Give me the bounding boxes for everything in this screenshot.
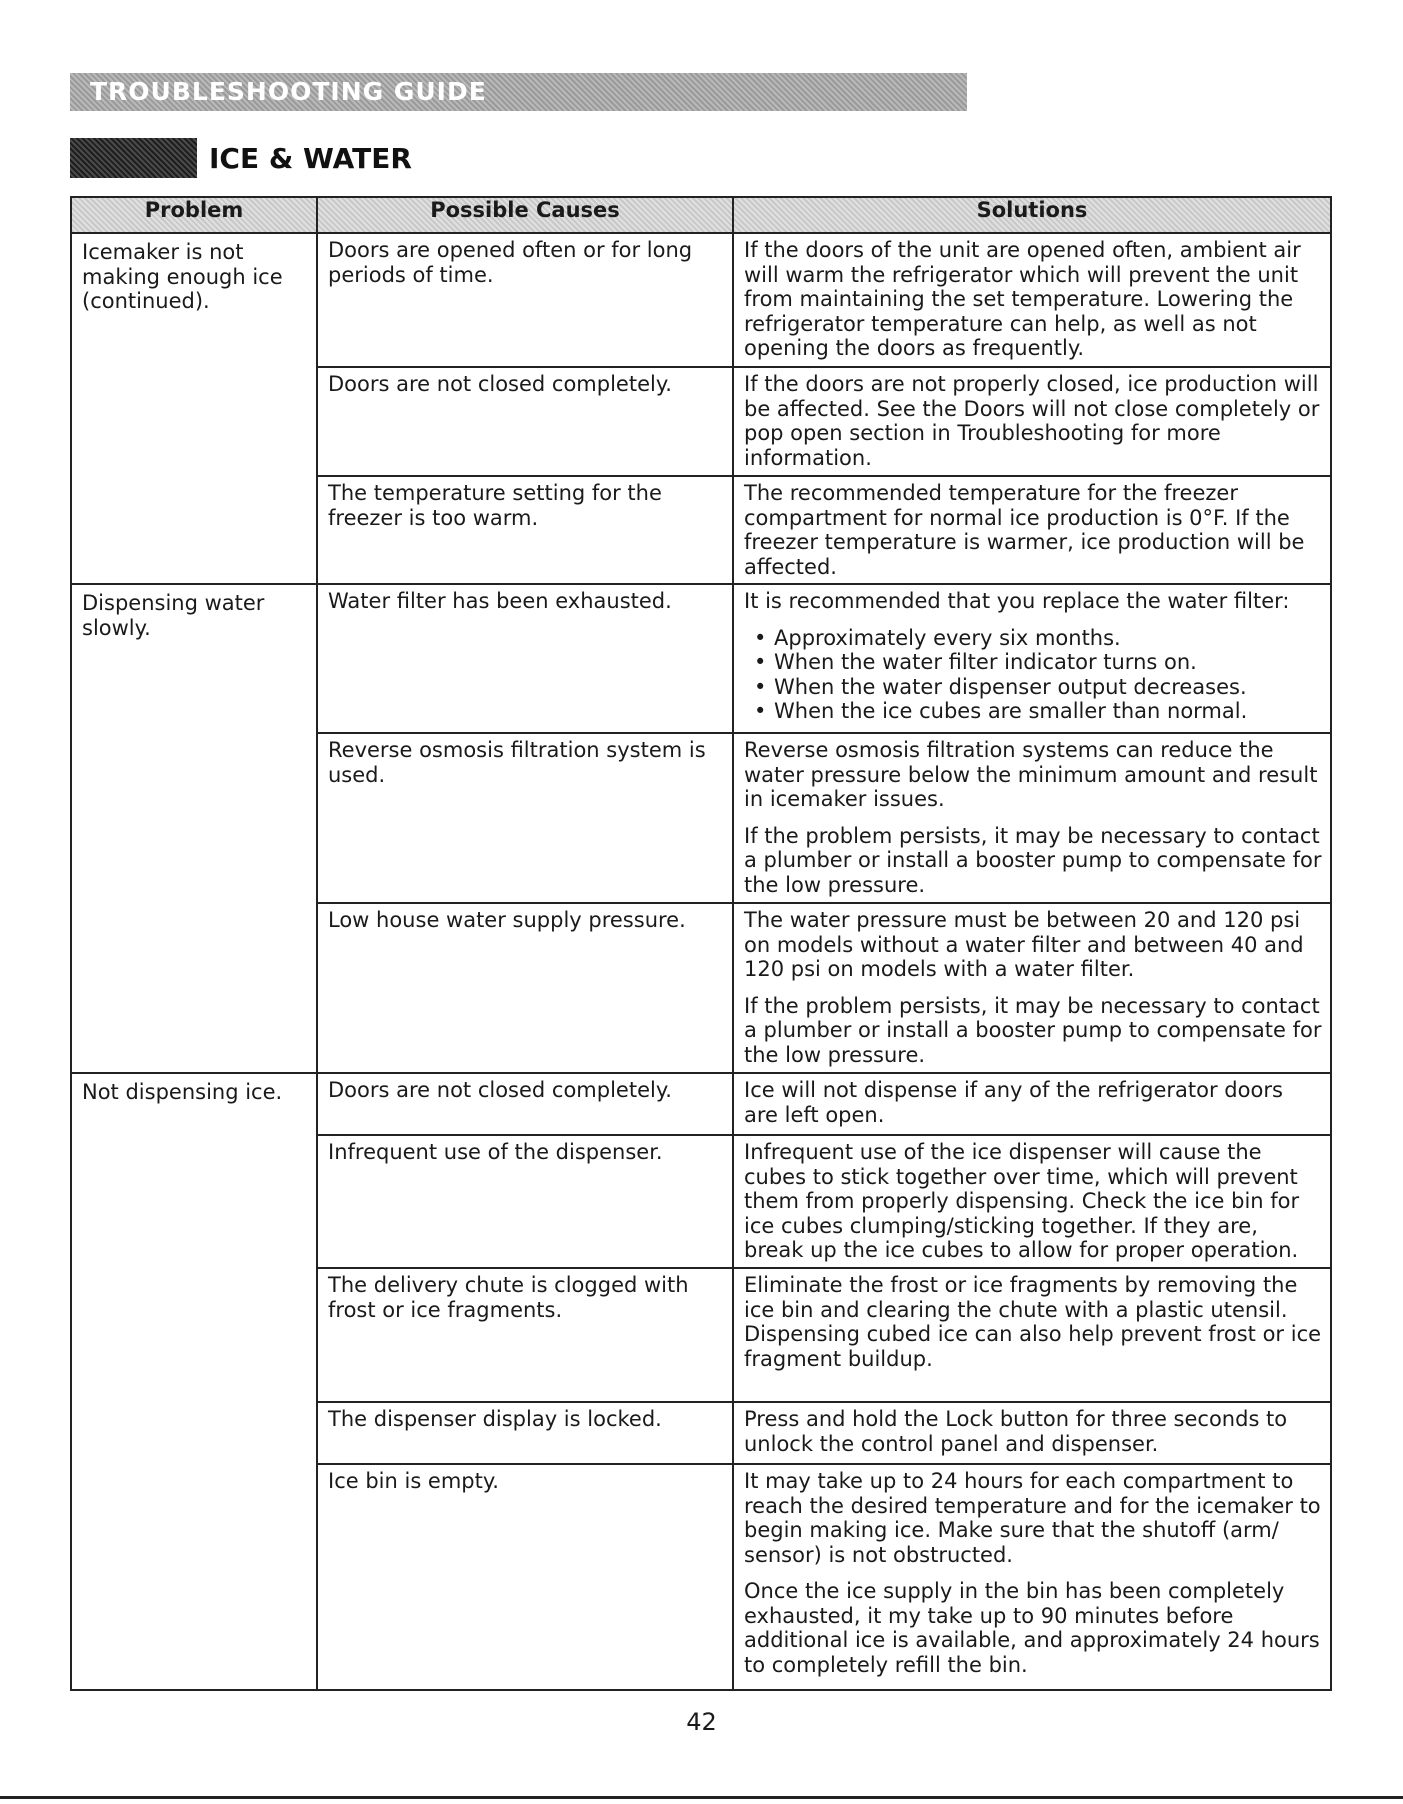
solution-text: The recommended temperature for the freezer compartment for normal ice production is 0°F. If the freezer temperature is warmer, ice production will be affected. xyxy=(744,481,1305,579)
problem-cell: Not dispensing ice. xyxy=(71,1073,317,1690)
cause-cell: The temperature setting for the freezer is too warm. xyxy=(317,476,733,584)
problem-cell: Dispensing water slowly. xyxy=(71,584,317,1073)
cause-cell: Doors are not closed completely. xyxy=(317,367,733,476)
problem-cell: Icemaker is not making enough ice (continued). xyxy=(71,233,317,584)
section-title: ICE & WATER xyxy=(209,141,412,175)
cause-cell: Water filter has been exhausted. xyxy=(317,584,733,733)
list-item: • Approximately every six months. xyxy=(774,626,1322,651)
solution-text: Infrequent use of the ice dispenser will cause the cubes to stick together over time, which will prevent them from properly dispensing. Check the ice bin for ice cubes clumping/sticking together. If they are, break up the ice cubes to allow for proper operation. xyxy=(744,1140,1300,1262)
solution-text: If the doors of the unit are opened often, ambient air will warm the refrigerator which will prevent the unit from maintaining the set temperature. Lowering the refrigerator temperature can help, as well as not opening the doors as frequently. xyxy=(744,238,1301,360)
header-possible-causes: Possible Causes xyxy=(317,197,733,233)
solution-text: Press and hold the Lock button for three seconds to unlock the control panel and dispenser. xyxy=(744,1407,1288,1456)
header-problem: Problem xyxy=(71,197,317,233)
solution-cell xyxy=(733,584,1331,733)
solution-cell xyxy=(733,1135,1331,1268)
cause-cell: Reverse osmosis filtration system is used. xyxy=(317,733,733,903)
list-item: • When the water dispenser output decreases. xyxy=(774,675,1322,700)
solution-cell xyxy=(733,1402,1331,1464)
solution-cell xyxy=(733,1073,1331,1135)
cause-cell: The delivery chute is clogged with frost or ice fragments. xyxy=(317,1268,733,1402)
solution-cell xyxy=(733,1268,1331,1402)
table-header-row xyxy=(71,197,1331,233)
cause-cell: The dispenser display is locked. xyxy=(317,1402,733,1464)
list-item: • When the ice cubes are smaller than normal. xyxy=(774,699,1322,724)
header-solutions: Solutions xyxy=(733,197,1331,233)
solution-text: If the problem persists, it may be necessary to contact a plumber or install a booster pump to compensate for the low pressure. xyxy=(744,993,1322,1067)
list-item: • When the water filter indicator turns on. xyxy=(774,650,1322,675)
table-row xyxy=(71,584,1331,733)
solution-cell xyxy=(733,233,1331,367)
troubleshooting-table xyxy=(70,196,1332,1691)
table-row xyxy=(71,1073,1331,1135)
solution-text: Reverse osmosis filtration systems can reduce the water pressure below the minimum amount and result in icemaker issues. xyxy=(744,738,1318,811)
cause-cell: Doors are not closed completely. xyxy=(317,1073,733,1135)
solution-cell xyxy=(733,733,1331,903)
solution-text: Eliminate the frost or ice fragments by removing the ice bin and clearing the chute with a plastic utensil. Dispensing cubed ice can also help prevent frost or ice fragment buildup. xyxy=(744,1273,1322,1371)
solution-text: If the doors are not properly closed, ice production will be affected. See the Doors will not close completely or pop open section in Troubleshooting for more information. xyxy=(744,372,1320,470)
solution-cell xyxy=(733,476,1331,584)
solution-text: It may take up to 24 hours for each compartment to reach the desired temperature and for the icemaker to begin making ice. Make sure that the shutoff (arm/ sensor) is not obstructed. xyxy=(744,1469,1321,1567)
bullet-list xyxy=(744,626,1322,724)
solution-cell xyxy=(733,1464,1331,1690)
solution-text: Once the ice supply in the bin has been completely exhausted, it my take up to 90 minutes before additional ice is available, and approximately 24 hours to completely refill the bin. xyxy=(744,1579,1320,1677)
cause-cell: Infrequent use of the dispenser. xyxy=(317,1135,733,1268)
solution-text: It is recommended that you replace the water filter: xyxy=(744,589,1290,613)
cause-cell: Ice bin is empty. xyxy=(317,1464,733,1690)
section-banner: TROUBLESHOOTING GUIDE xyxy=(70,73,967,111)
section-marker-block xyxy=(70,138,197,178)
solution-text: The water pressure must be between 20 and 120 psi on models without a water filter and between 40 and 120 psi on models with a water filter. xyxy=(744,908,1304,981)
bottom-divider xyxy=(0,1796,1403,1799)
section-heading xyxy=(70,138,412,178)
table-row xyxy=(71,233,1331,367)
cause-cell: Low house water supply pressure. xyxy=(317,903,733,1073)
solution-text: If the problem persists, it may be necessary to contact a plumber or install a booster pump to compensate for the low pressure. xyxy=(744,823,1322,897)
solution-cell xyxy=(733,367,1331,476)
cause-cell: Doors are opened often or for long periods of time. xyxy=(317,233,733,367)
solution-cell xyxy=(733,903,1331,1073)
solution-text: Ice will not dispense if any of the refrigerator doors are left open. xyxy=(744,1078,1283,1127)
page-number: 42 xyxy=(686,1708,717,1736)
